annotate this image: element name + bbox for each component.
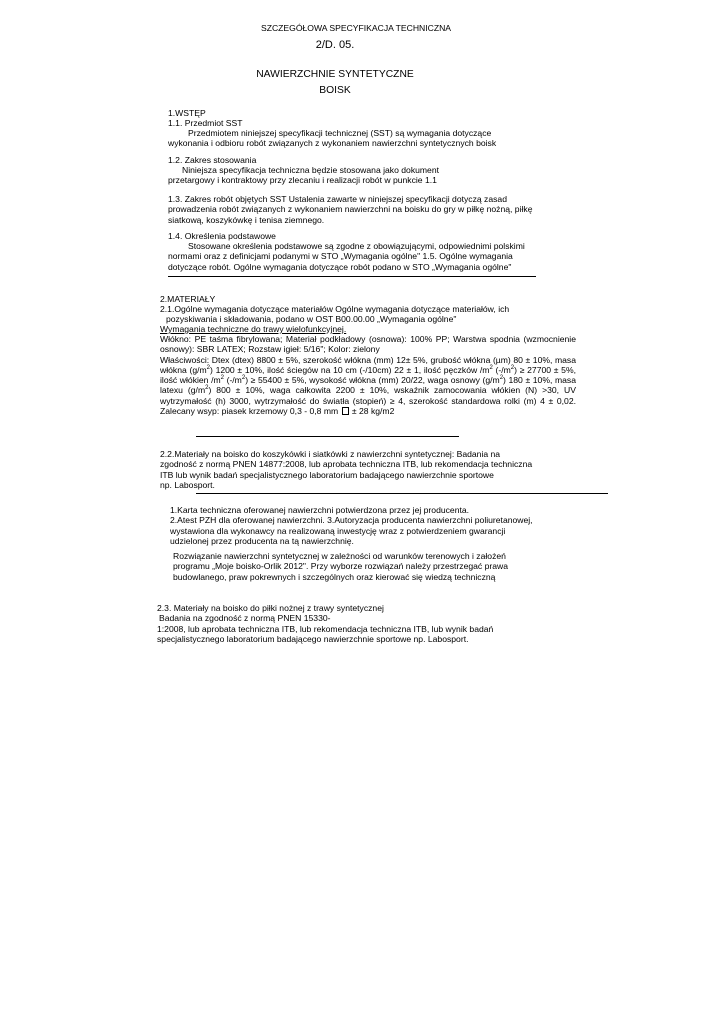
section-1-3-body: [168, 194, 532, 225]
text-line: Stosowane określenia podstawowe są zgodne z obowiązującymi, odpowiednimi polskimi: [188, 241, 525, 251]
text-line: wytrzymałość (h) 3000, wytrzymałość do światła (stopień) ≥ 4, szerokość standardowa rolki (m) 4 ± 0,02.: [160, 395, 576, 406]
text-line: np. Labosport.: [160, 479, 215, 490]
list-item: wystawiona dla wykonawcy na realizowaną inwestycję wraz z potwierdzeniem gwarancji: [170, 525, 506, 536]
section-1-2-body: [168, 165, 439, 186]
section-1-2-heading: 1.2. Zakres stosowania: [168, 155, 257, 165]
text-line: prowadzenia robót związanych z wykonaniem nawierzchni na boisku do gry w piłkę nożną, piłkę: [168, 204, 533, 215]
text-line: Rozwiązanie nawierzchni syntetycznej w zależności od warunków terenowych i założeń: [173, 551, 506, 561]
section-2-heading: 2.MATERIAŁY: [160, 294, 216, 304]
section-1-1-heading: 1.1. Przedmiot SST: [168, 118, 243, 128]
text-line: 2.3. Materiały na boisko do piłki nożnej z trawy syntetycznej: [157, 603, 384, 613]
section-2-1-body: [160, 304, 509, 325]
text-line: przetargowy i kontraktowy przy zlecaniu i realizacji robót w punkcie 1.1: [168, 175, 437, 186]
solution-paragraph: [173, 551, 508, 582]
section-1-4-heading: 1.4. Określenia podstawowe: [168, 231, 276, 241]
list-item: 1.Karta techniczna oferowanej nawierzchni potwierdzona przez jej producenta.: [170, 505, 470, 515]
document-title-line2: BOISK: [319, 85, 351, 96]
text-line: Właściwości: Dtex (dtex) 8800 ± 5%, szerokość włókna (mm) 12± 5%, grubość włókna (µm) 80 ± 10%, masa: [160, 354, 576, 365]
text-line: 2.2.Materiały na boisko do koszykówki i siatkówki z nawierzchni syntetycznej: Badania na: [160, 449, 501, 459]
text-line: dotyczące robót. Ogólne wymagania dotyczące robót podano w STO „Wymagania ogólne": [168, 261, 512, 272]
text-line: siatkową, koszykówkę i tenisa ziemnego.: [168, 214, 325, 225]
square-glyph-icon: [342, 407, 349, 415]
grass-requirements-body: [160, 334, 576, 416]
section-1-heading: 1.WSTĘP: [168, 108, 206, 118]
text-line: zgodność z normą PNEN 14877:2008, lub aprobata techniczna ITB, lub rekomendacja techniczna: [160, 459, 533, 470]
text-line: pozyskiwania i składowania, podano w OST B00.00.00 „Wymagania ogólne": [166, 314, 457, 325]
text-line: programu „Moje boisko-Orlik 2012". Przy wyborze rozwiązań należy przestrzegać prawa: [173, 561, 508, 572]
text-line: Przedmiotem niniejszej specyfikacji technicznej (SST) są wymagania dotyczące: [188, 128, 492, 138]
section-2-3-body: [157, 603, 493, 644]
text-line: Badania na zgodność z normą PNEN 15330-: [159, 613, 331, 624]
text-line: normami oraz z definicjami podanymi w STO „Wymagania ogólne" 1.5. Ogólne wymagania: [168, 251, 513, 262]
text-line: osnowy): SBR LATEX; Rozstaw igieł: 5/16"; Kolor: zielony: [160, 344, 380, 355]
divider-line: [196, 493, 608, 494]
list-item: udzielonej przez producenta na tą nawierzchnię.: [170, 535, 354, 546]
text-line: budowlanego, praw pokrewnych i szczególnych oraz kierować się wiedzą techniczną: [173, 571, 496, 582]
text-line: latexu $(g/m^2) 800 \pm 10\%$, waga całkowita 2200 ± 10%, wskaźnik zamocowania włókien (N) >30, UV: [160, 385, 576, 396]
text-line: 1:2008, lub aprobata techniczna ITB, lub rekomendacja techniczna ITB, lub wynik badań: [157, 623, 494, 634]
text-line: włókna $(g/m^2) 1200 \pm 10\%$, ilość ściegów na 10 cm (-/10cm) 22 ± 1, ilość pęczków $/m^2$ $(-/m^2) \ge 27700 \pm 5\%$,: [160, 364, 576, 375]
divider-line: [168, 276, 536, 277]
grass-requirements-heading: Wymagania techniczne do trawy wielofunkcyjnej.: [160, 324, 347, 334]
required-documents-list: [170, 505, 533, 546]
document-title-line1: NAWIERZCHNIE SYNTETYCZNE: [256, 69, 414, 80]
divider-line: [196, 436, 459, 437]
text-line: 2.1.Ogólne wymagania dotyczące materiałów Ogólne wymagania dotyczące materiałów, ich: [160, 304, 510, 314]
spec-code: 2/D. 05.: [315, 39, 355, 51]
list-item: 2.Atest PZH dla oferowanej nawierzchni. 3.Autoryzacja producenta nawierzchni poliuretanowej,: [170, 515, 533, 526]
text-line: ITB lub wynik badań specjalistycznego laboratorium badającego nawierzchnie sportowe: [160, 469, 494, 480]
text-line: Zalecany wsyp: piasek krzemowy 0,3 - 0,8 mm ± 28 kg/m2: [160, 406, 395, 417]
section-1-1-body: [168, 128, 496, 149]
text-line: ilość włókien $/m^2$ $(-/m^2) \ge 55400 \pm 5\%$, wysokość włókna (mm) 20/22, waga osnowy $(g/m^2) 180 \pm 10\%$, masa: [160, 375, 576, 386]
text-line: Niniejsza specyfikacja techniczna będzie stosowana jako dokument: [182, 165, 439, 175]
spec-title: SZCZEGÓŁOWA SPECYFIKACJA TECHNICZNA: [260, 23, 452, 33]
section-2-2-body: [160, 449, 532, 490]
section-1-4-body: [168, 241, 525, 272]
text-line: wykonania i odbioru robót związanych z wykonaniem nawierzchni syntetycznych boisk: [168, 138, 497, 149]
text-line: Włókno: PE taśma fibrylowana; Materiał podkładowy (osnowa): 100% PP; Warstwa spodnia (wzmocnienie: [160, 334, 576, 344]
text-line: 1.3. Zakres robót objętych SST Ustalenia zawarte w niniejszej specyfikacji dotyczą zasad: [168, 194, 507, 204]
text-line: specjalistycznego laboratorium badającego nawierzchnie sportowe np. Labosport.: [157, 633, 469, 644]
